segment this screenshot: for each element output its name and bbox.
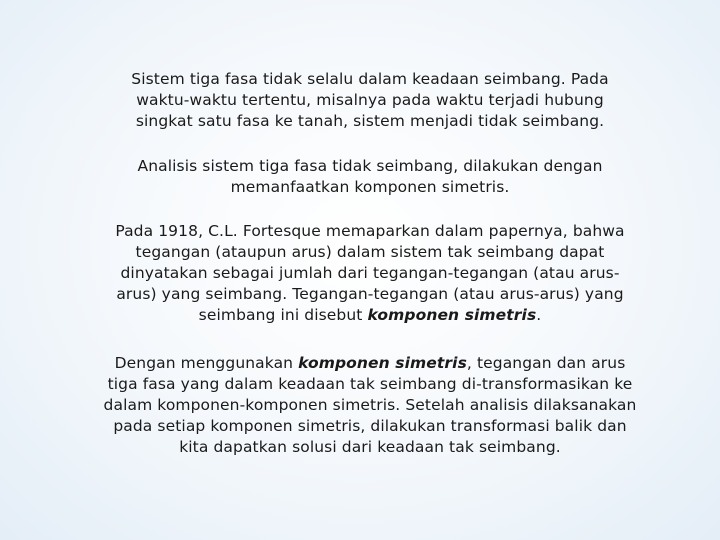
paragraph-fortesque-text: Pada 1918, C.L. Fortesque memaparkan dalam papernya, bahwa tegangan (ataupun arus) dalam sistem tak seimbang dapat dinyatakan sebagai jumlah dari tegangan-tegangan (atau arus-arus) yang seimbang. Tegangan-tegangan (atau arus-arus) yang seimbang ini disebut bbox=[115, 222, 625, 324]
paragraph-analysis: Analisis sistem tiga fasa tidak seimbang, dilakukan dengan memanfaatkan komponen simetris. bbox=[137, 157, 603, 196]
emphasis-komponen-simetris: komponen simetris bbox=[367, 306, 537, 324]
paragraph-method bbox=[100, 353, 640, 458]
paragraph-fortesque bbox=[110, 221, 630, 326]
paragraph-intro: Sistem tiga fasa tidak selalu dalam keadaan seimbang. Pada waktu-waktu tertentu, misalnya pada waktu terjadi hubung singkat satu fasa ke tanah, sistem menjadi tidak seimbang. bbox=[131, 70, 609, 130]
paragraph-method-start: Dengan menggunakan bbox=[114, 354, 299, 372]
paragraph-method-text: , tegangan dan arus tiga fasa yang dalam keadaan tak seimbang di-transformasikan ke dalam komponen-komponen simetris. Setelah analisis dilaksanakan pada setiap komponen simetris, dilakukan transformasi balik dan kita dapatkan solusi dari keadaan tak seimbang. bbox=[103, 354, 637, 456]
paragraph-fortesque-end: . bbox=[536, 306, 542, 324]
emphasis-komponen-simetris-2: komponen simetris bbox=[298, 354, 467, 372]
